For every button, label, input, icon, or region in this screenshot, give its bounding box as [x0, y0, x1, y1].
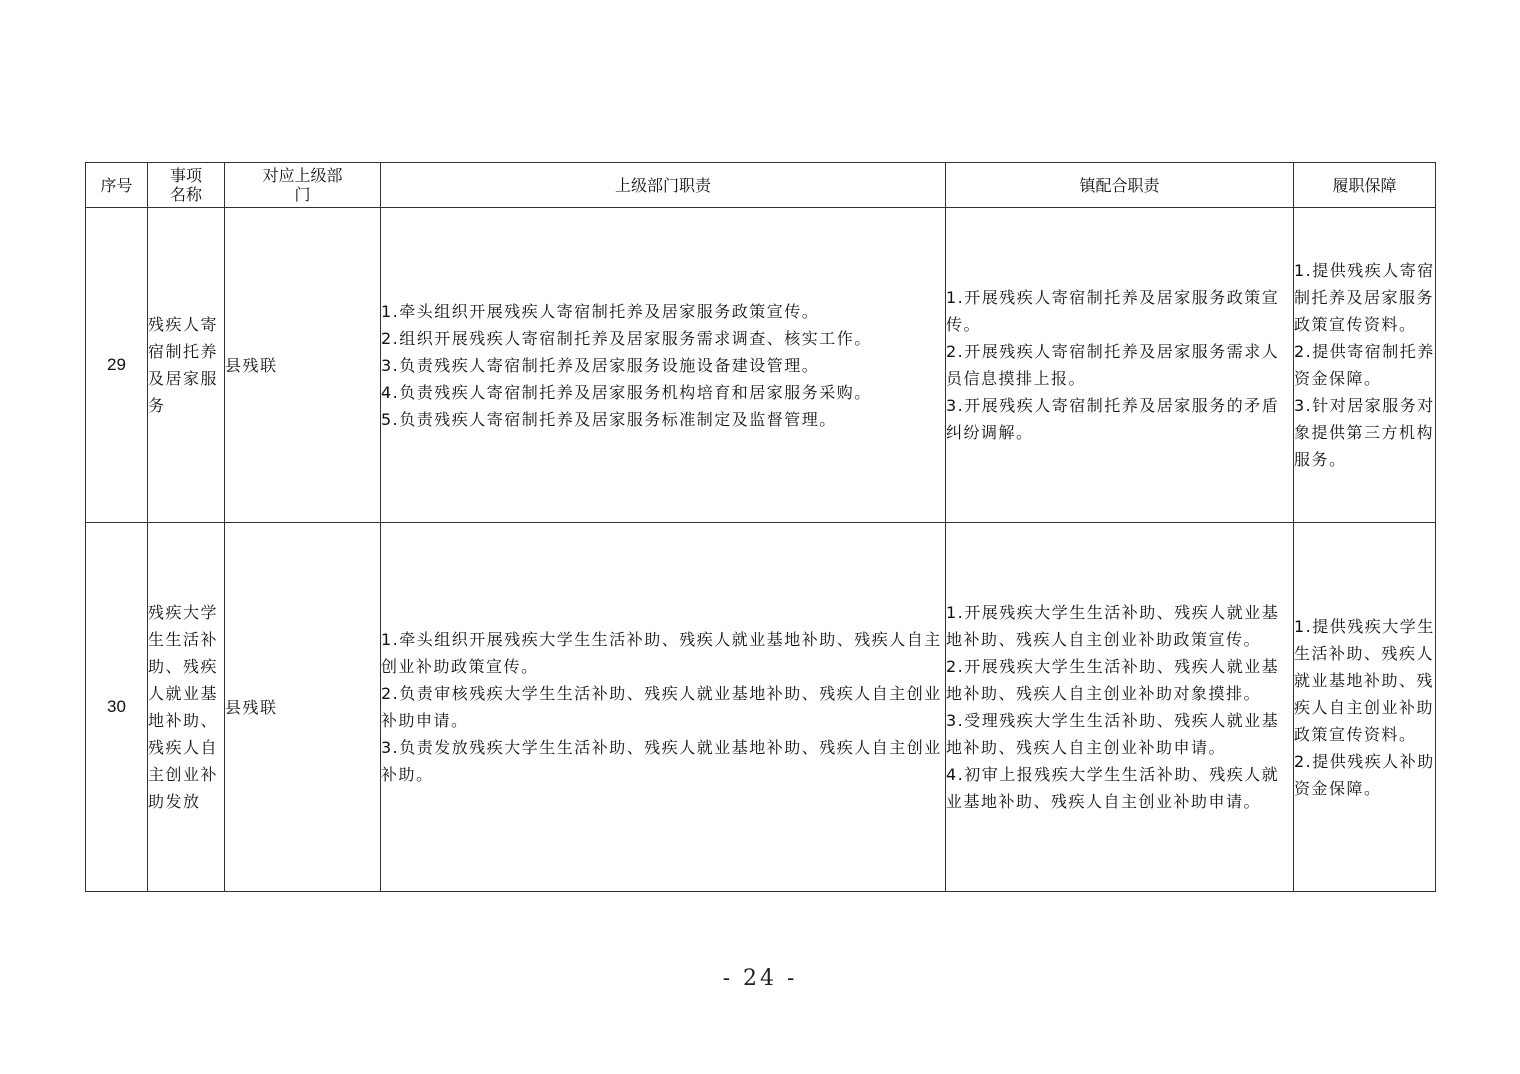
upper-duty-item: 3.负责发放残疾大学生生活补助、残疾人就业基地补助、残疾人自主创业补助。: [381, 738, 942, 784]
town-duty-item: 3.开展残疾人寄宿制托养及居家服务的矛盾纠纷调解。: [946, 396, 1280, 442]
upper-duty-item: 5.负责残疾人寄宿制托养及居家服务标准制定及监督管理。: [381, 409, 837, 429]
header-item-name: 事项名称: [148, 163, 225, 208]
guarantee-item: 2.提供寄宿制托养资金保障。: [1294, 342, 1435, 388]
row-upper-dept: 县残联: [225, 523, 381, 892]
upper-duty-item: 4.负责残疾人寄宿制托养及居家服务机构培育和居家服务采购。: [381, 382, 872, 402]
guarantee-item: 1.提供残疾大学生生活补助、残疾人就业基地补助、残疾人自主创业补助政策宣传资料。: [1294, 616, 1435, 744]
town-duty-item: 2.开展残疾人寄宿制托养及居家服务需求人员信息摸排上报。: [946, 342, 1280, 388]
table-header-row: [86, 163, 1436, 208]
upper-duty-item: 1.牵头组织开展残疾大学生生活补助、残疾人就业基地补助、残疾人自主创业补助政策宣传。: [381, 630, 942, 676]
row-upper-dept: 县残联: [225, 208, 381, 523]
row-item-name: 残疾大学生生活补助、残疾人就业基地补助、残疾人自主创业补助发放: [148, 523, 225, 892]
row-upper-duty: [381, 523, 946, 892]
header-upper-duty: 上级部门职责: [381, 163, 946, 208]
row-guarantee: [1294, 523, 1436, 892]
guarantee-item: 2.提供残疾人补助资金保障。: [1294, 751, 1435, 798]
header-town-duty: 镇配合职责: [946, 163, 1294, 208]
header-index: 序号: [86, 163, 148, 208]
upper-duty-item: 2.组织开展残疾人寄宿制托养及居家服务需求调查、核实工作。: [381, 328, 872, 348]
guarantee-item: 3.针对居家服务对象提供第三方机构服务。: [1294, 396, 1435, 469]
row-guarantee: [1294, 208, 1436, 523]
table-row: [86, 208, 1436, 523]
duty-table: [85, 162, 1436, 892]
row-index: 30: [86, 523, 148, 892]
row-town-duty: [946, 523, 1294, 892]
town-duty-item: 1.开展残疾大学生生活补助、残疾人就业基地补助、残疾人自主创业补助政策宣传。: [946, 603, 1280, 649]
town-duty-item: 3.受理残疾大学生生活补助、残疾人就业基地补助、残疾人自主创业补助申请。: [946, 711, 1280, 757]
row-town-duty: [946, 208, 1294, 523]
row-index: 29: [86, 208, 148, 523]
row-item-name: 残疾人寄宿制托养及居家服务: [148, 208, 225, 523]
town-duty-item: 1.开展残疾人寄宿制托养及居家服务政策宣传。: [946, 288, 1280, 334]
header-guarantee: 履职保障: [1294, 163, 1436, 208]
row-upper-duty: [381, 208, 946, 523]
page-number: - 24 -: [722, 966, 798, 991]
header-upper-dept: 对应上级部门: [225, 163, 381, 208]
upper-duty-item: 3.负责残疾人寄宿制托养及居家服务设施设备建设管理。: [381, 355, 820, 375]
upper-duty-item: 2.负责审核残疾大学生生活补助、残疾人就业基地补助、残疾人自主创业补助申请。: [381, 684, 942, 730]
upper-duty-item: 1.牵头组织开展残疾人寄宿制托养及居家服务政策宣传。: [381, 301, 820, 321]
guarantee-item: 1.提供残疾人寄宿制托养及居家服务政策宣传资料。: [1294, 261, 1435, 334]
town-duty-item: 2.开展残疾大学生生活补助、残疾人就业基地补助、残疾人自主创业补助对象摸排。: [946, 657, 1280, 703]
town-duty-item: 4.初审上报残疾大学生生活补助、残疾人就业基地补助、残疾人自主创业补助申请。: [946, 765, 1280, 811]
table-row: [86, 523, 1436, 892]
